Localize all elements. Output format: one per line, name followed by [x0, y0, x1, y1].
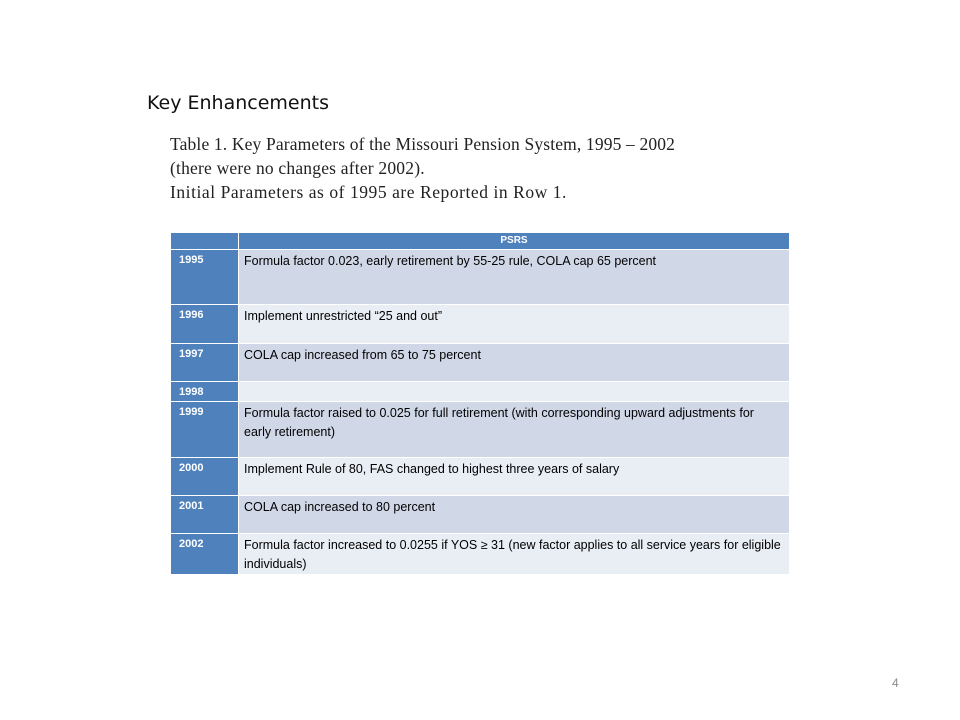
description-cell: Formula factor increased to 0.0255 if YOS ≥ 31 (new factor applies to all service years for eligible individuals): [239, 534, 790, 575]
table-row: [171, 534, 790, 575]
caption-line: Initial Parameters as of 1995 are Reported in Row 1.: [170, 182, 567, 202]
year-cell: 2002: [171, 534, 239, 575]
header-cell-psrs: PSRS: [239, 233, 790, 250]
year-cell: 1997: [171, 344, 239, 382]
description-cell: Formula factor 0.023, early retirement by 55-25 rule, COLA cap 65 percent: [239, 250, 790, 305]
page-number: 4: [892, 676, 899, 690]
parameters-table: [170, 232, 790, 575]
description-cell: Implement unrestricted “25 and out”: [239, 305, 790, 344]
table-row: [171, 344, 790, 382]
year-cell: 2000: [171, 458, 239, 496]
table-row: [171, 250, 790, 305]
year-cell: 2001: [171, 496, 239, 534]
year-cell: 1998: [171, 382, 239, 402]
table-row: [171, 402, 790, 458]
table-row: [171, 382, 790, 402]
year-cell: 1995: [171, 250, 239, 305]
year-cell: 1996: [171, 305, 239, 344]
description-cell: Formula factor raised to 0.025 for full retirement (with corresponding upward adjustments for early retirement): [239, 402, 790, 458]
header-cell-year: [171, 233, 239, 250]
table-caption: [170, 132, 790, 204]
table-row: [171, 305, 790, 344]
slide-title: Key Enhancements: [147, 92, 329, 114]
year-cell: 1999: [171, 402, 239, 458]
table-row: [171, 496, 790, 534]
caption-line: Table 1. Key Parameters of the Missouri Pension System, 1995 – 2002: [170, 134, 676, 154]
description-cell: COLA cap increased to 80 percent: [239, 496, 790, 534]
table-row: [171, 458, 790, 496]
description-cell: [239, 382, 790, 402]
description-cell: Implement Rule of 80, FAS changed to highest three years of salary: [239, 458, 790, 496]
table-header-row: [171, 233, 790, 250]
description-cell: COLA cap increased from 65 to 75 percent: [239, 344, 790, 382]
caption-line: (there were no changes after 2002).: [170, 158, 425, 178]
